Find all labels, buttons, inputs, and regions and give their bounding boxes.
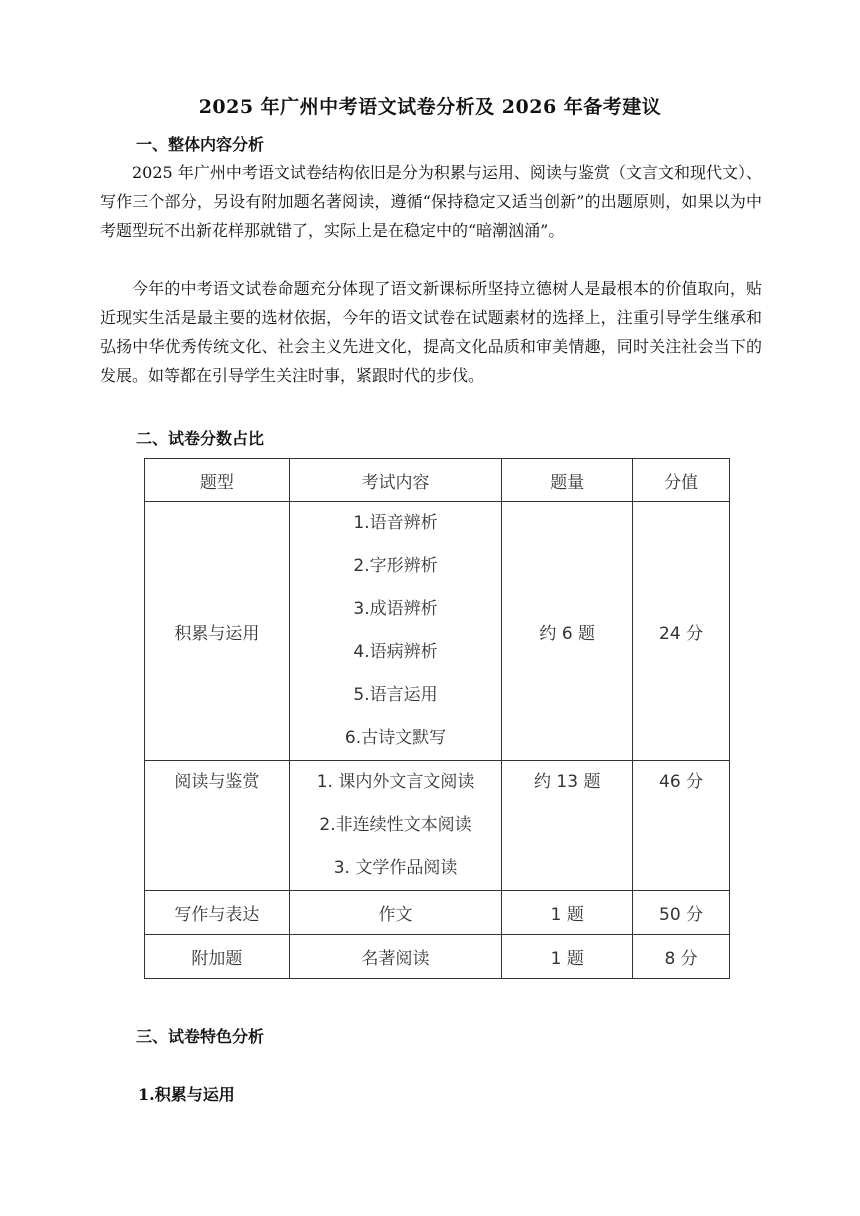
paragraph-text: 今年的中考语文试卷命题充分体现了语文新课标所坚持立德树人是最根本的价值取向，贴近现实生活是最主要的选材依据，今年的语文试卷在试题素材的选择上，注重引导学生继承和弘扬中华优秀传统文化、社会主义先进文化，提高文化品质和审美情趣，同时关注社会当下的发展。如等都在引导学生关注时事，紧跟时代的步伐。 <box>100 279 762 385</box>
table-header-row <box>145 459 730 502</box>
type-label: 阅读与鉴赏 <box>174 772 260 792</box>
count-cell: 1 题 <box>502 935 633 979</box>
content-item: 4.语病辨析 <box>353 642 438 662</box>
type-cell: 附加题 <box>145 935 290 979</box>
score-cell: 8 分 <box>633 935 730 979</box>
paragraph-text: 2025 年广州中考语文试卷结构依旧是分为积累与运用、阅读与鉴赏（文言文和现代文）、写作三个部分，另设有附加题名著阅读，遵循“保持稳定又适当创新”的出题原则，如果以为中考题型玩不出新花样那就错了，实际上是在稳定中的“暗潮汹涌”。 <box>100 163 762 240</box>
table-row <box>145 761 730 891</box>
content-item: 3.成语辨析 <box>353 599 438 619</box>
count-cell: 1 题 <box>502 891 633 935</box>
type-cell: 写作与表达 <box>145 891 290 935</box>
content-item: 2.字形辨析 <box>353 556 438 576</box>
content-cell: 作文 <box>289 891 502 935</box>
content-item: 6.古诗文默写 <box>344 728 447 748</box>
header-count: 题量 <box>502 459 633 502</box>
type-cell: 积累与运用 <box>145 502 290 761</box>
section1-paragraph-2 <box>100 274 762 390</box>
score-label: 46 分 <box>659 772 704 792</box>
content-cell <box>289 761 502 891</box>
section1-paragraph-1 <box>100 158 762 245</box>
score-cell <box>633 761 730 891</box>
content-cell: 名著阅读 <box>289 935 502 979</box>
table-row <box>145 502 730 761</box>
type-cell <box>145 761 290 891</box>
count-cell: 约 6 题 <box>502 502 633 761</box>
section2-heading: 二、试卷分数占比 <box>136 429 265 448</box>
section1-heading: 一、整体内容分析 <box>136 135 265 154</box>
content-item: 1. 课内外文言文阅读 <box>316 772 475 792</box>
content-cell <box>289 502 502 761</box>
section3-heading: 三、试卷特色分析 <box>136 1027 265 1046</box>
content-item: 1.语音辨析 <box>353 513 438 533</box>
content-item: 3. 文学作品阅读 <box>333 858 458 878</box>
count-label: 约 13 题 <box>534 772 601 792</box>
page-title: 2025 年广州中考语文试卷分析及 2026 年备考建议 <box>198 96 662 118</box>
section3-subheading: 1.积累与运用 <box>138 1085 235 1104</box>
header-type: 题型 <box>145 459 290 502</box>
score-cell: 24 分 <box>633 502 730 761</box>
table-row <box>145 891 730 935</box>
count-cell <box>502 761 633 891</box>
score-table <box>144 458 730 979</box>
table-row <box>145 935 730 979</box>
content-item: 2.非连续性文本阅读 <box>319 815 472 835</box>
score-cell: 50 分 <box>633 891 730 935</box>
header-score: 分值 <box>633 459 730 502</box>
header-content: 考试内容 <box>289 459 502 502</box>
content-item: 5.语言运用 <box>353 685 438 705</box>
